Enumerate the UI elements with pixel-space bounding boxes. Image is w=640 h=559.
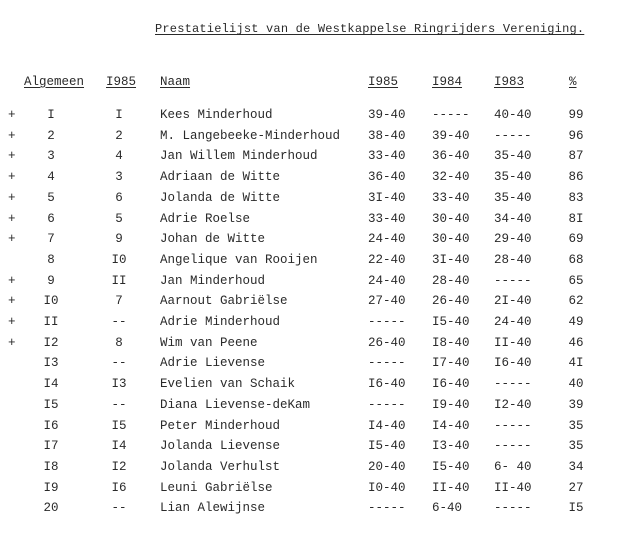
rank-1985: 8 bbox=[115, 335, 123, 350]
score-1983: I2-40 bbox=[494, 397, 532, 412]
overall-rank: 4 bbox=[47, 170, 55, 185]
rank-1985: 2 bbox=[115, 128, 123, 143]
rider-name: Adriaan de Witte bbox=[160, 170, 281, 185]
rank-1985: I6 bbox=[111, 480, 127, 495]
rank-1985: I3 bbox=[111, 377, 127, 392]
score-1985: 38-40 bbox=[368, 128, 406, 143]
header-1985-score: I985 bbox=[368, 75, 399, 89]
score-1983: 35-40 bbox=[494, 190, 532, 205]
rider-name: Jan Minderhoud bbox=[160, 273, 266, 288]
score-1985: 27-40 bbox=[368, 294, 406, 309]
rider-name: Angelique van Rooijen bbox=[160, 252, 318, 267]
table-row bbox=[0, 274, 640, 294]
percentage: 68 bbox=[568, 252, 584, 267]
score-1985: ----- bbox=[368, 315, 406, 329]
percentage: I5 bbox=[568, 501, 584, 516]
overall-rank: 5 bbox=[47, 190, 55, 205]
score-1984: I7-40 bbox=[432, 356, 470, 371]
plus-mark: + bbox=[8, 170, 16, 185]
score-1984: 28-40 bbox=[432, 273, 470, 288]
rank-1985: -- bbox=[111, 315, 127, 329]
score-1983: ----- bbox=[494, 439, 532, 454]
score-1984: I5-40 bbox=[432, 459, 470, 474]
rider-name: Jan Willem Minderhoud bbox=[160, 149, 318, 164]
table-row bbox=[0, 481, 640, 501]
header-1984-score: I984 bbox=[432, 75, 463, 89]
rank-1985: 9 bbox=[115, 232, 123, 247]
score-1983: II-40 bbox=[494, 335, 532, 350]
rank-1985: -- bbox=[111, 501, 127, 516]
table-row bbox=[0, 356, 640, 376]
score-1984: 33-40 bbox=[432, 190, 470, 205]
rider-name: Adrie Lievense bbox=[160, 356, 266, 371]
score-1983: 24-40 bbox=[494, 315, 532, 329]
overall-rank: II bbox=[43, 315, 59, 329]
plus-mark: + bbox=[8, 335, 16, 350]
percentage: 40 bbox=[568, 377, 584, 392]
score-1984: 36-40 bbox=[432, 149, 470, 164]
rank-1985: 7 bbox=[115, 294, 123, 309]
table-row bbox=[0, 419, 640, 439]
rank-1985: 3 bbox=[115, 170, 123, 185]
rider-name: Adrie Roelse bbox=[160, 211, 251, 226]
rider-name: Wim van Peene bbox=[160, 335, 258, 350]
overall-rank: I4 bbox=[43, 377, 59, 392]
rank-1985: I4 bbox=[111, 439, 127, 454]
percentage: 35 bbox=[568, 418, 584, 433]
overall-rank: I bbox=[47, 108, 55, 122]
score-1985: 20-40 bbox=[368, 459, 406, 474]
overall-rank: I5 bbox=[43, 397, 59, 412]
score-1984: II-40 bbox=[432, 480, 470, 495]
score-1983: ----- bbox=[494, 501, 532, 516]
percentage: 46 bbox=[568, 335, 584, 350]
score-1985: I5-40 bbox=[368, 439, 406, 454]
percentage: 86 bbox=[568, 170, 584, 185]
table-row bbox=[0, 315, 640, 335]
table-row bbox=[0, 439, 640, 459]
score-1985: ----- bbox=[368, 356, 406, 371]
overall-rank: 2 bbox=[47, 128, 55, 143]
score-1983: II-40 bbox=[494, 480, 532, 495]
score-1983: 35-40 bbox=[494, 149, 532, 164]
rider-name: Kees Minderhoud bbox=[160, 108, 273, 122]
percentage: 34 bbox=[568, 459, 584, 474]
rank-1985: 5 bbox=[115, 211, 123, 226]
table-row bbox=[0, 170, 640, 190]
score-1983: ----- bbox=[494, 128, 532, 143]
overall-rank: I0 bbox=[43, 294, 59, 309]
score-1984: I3-40 bbox=[432, 439, 470, 454]
score-1984: 6-40 bbox=[432, 501, 463, 516]
plus-mark: + bbox=[8, 190, 16, 205]
rank-1985: 6 bbox=[115, 190, 123, 205]
rank-1985: -- bbox=[111, 356, 127, 371]
table-row bbox=[0, 149, 640, 169]
score-1985: I6-40 bbox=[368, 377, 406, 392]
score-1983: ----- bbox=[494, 418, 532, 433]
percentage: 65 bbox=[568, 273, 584, 288]
rider-name: Aarnout Gabriëlse bbox=[160, 294, 288, 309]
score-1985: ----- bbox=[368, 397, 406, 412]
rider-name: Jolanda Lievense bbox=[160, 439, 281, 454]
table-row bbox=[0, 191, 640, 211]
header-1985-rank: I985 bbox=[106, 75, 137, 89]
rank-1985: I5 bbox=[111, 418, 127, 433]
table-row bbox=[0, 460, 640, 480]
plus-mark: + bbox=[8, 149, 16, 164]
percentage: 35 bbox=[568, 439, 584, 454]
score-1985: 39-40 bbox=[368, 108, 406, 122]
percentage: 8I bbox=[568, 211, 584, 226]
percentage: 62 bbox=[568, 294, 584, 309]
rank-1985: -- bbox=[111, 397, 127, 412]
score-1983: I6-40 bbox=[494, 356, 532, 371]
rider-name: Leuni Gabriëlse bbox=[160, 480, 273, 495]
table-row bbox=[0, 336, 640, 356]
score-1984: I8-40 bbox=[432, 335, 470, 350]
plus-mark: + bbox=[8, 294, 16, 309]
score-1985: 26-40 bbox=[368, 335, 406, 350]
score-1985: 36-40 bbox=[368, 170, 406, 185]
score-1984: 3I-40 bbox=[432, 252, 470, 267]
rider-name: Lian Alewijnse bbox=[160, 501, 266, 516]
plus-mark: + bbox=[8, 211, 16, 226]
score-1984: I6-40 bbox=[432, 377, 470, 392]
overall-rank: I2 bbox=[43, 335, 59, 350]
score-1983: ----- bbox=[494, 377, 532, 392]
overall-rank: I8 bbox=[43, 459, 59, 474]
rank-1985: II bbox=[111, 273, 127, 288]
overall-rank: I6 bbox=[43, 418, 59, 433]
table-row bbox=[0, 129, 640, 149]
percentage: 39 bbox=[568, 397, 584, 412]
rank-1985: I2 bbox=[111, 459, 127, 474]
score-1984: 30-40 bbox=[432, 232, 470, 247]
table-row bbox=[0, 253, 640, 273]
plus-mark: + bbox=[8, 315, 16, 329]
score-1985: 3I-40 bbox=[368, 190, 406, 205]
score-1983: 35-40 bbox=[494, 170, 532, 185]
rank-1985: I0 bbox=[111, 252, 127, 267]
score-1984: I5-40 bbox=[432, 315, 470, 329]
rank-1985: I bbox=[115, 108, 123, 122]
percentage: 27 bbox=[568, 480, 584, 495]
overall-rank: 6 bbox=[47, 211, 55, 226]
rider-name: Diana Lievense-deKam bbox=[160, 397, 311, 412]
score-1983: ----- bbox=[494, 273, 532, 288]
rider-name: Evelien van Schaik bbox=[160, 377, 296, 392]
percentage: 4I bbox=[568, 356, 584, 371]
score-1985: I4-40 bbox=[368, 418, 406, 433]
score-1984: 26-40 bbox=[432, 294, 470, 309]
percentage: 99 bbox=[568, 108, 584, 122]
rank-1985: 4 bbox=[115, 149, 123, 164]
score-1984: I4-40 bbox=[432, 418, 470, 433]
score-1984: 39-40 bbox=[432, 128, 470, 143]
rider-name: Adrie Minderhoud bbox=[160, 315, 281, 329]
table-row bbox=[0, 232, 640, 252]
score-1985: 24-40 bbox=[368, 232, 406, 247]
overall-rank: I7 bbox=[43, 439, 59, 454]
score-1985: 22-40 bbox=[368, 252, 406, 267]
score-1985: ----- bbox=[368, 501, 406, 516]
plus-mark: + bbox=[8, 273, 16, 288]
rider-name: M. Langebeeke-Minderhoud bbox=[160, 128, 341, 143]
plus-mark: + bbox=[8, 232, 16, 247]
score-1983: 28-40 bbox=[494, 252, 532, 267]
percentage: 83 bbox=[568, 190, 584, 205]
score-1983: 29-40 bbox=[494, 232, 532, 247]
page-title: Prestatielijst van de Westkappelse Ringrijders Vereniging. bbox=[155, 22, 585, 36]
header-algemeen: Algemeen bbox=[24, 75, 85, 89]
percentage: 96 bbox=[568, 128, 584, 143]
overall-rank: I3 bbox=[43, 356, 59, 371]
rider-name: Jolanda Verhulst bbox=[160, 459, 281, 474]
percentage: 49 bbox=[568, 315, 584, 329]
overall-rank: 3 bbox=[47, 149, 55, 164]
overall-rank: 8 bbox=[47, 252, 55, 267]
percentage: 87 bbox=[568, 149, 584, 164]
score-1983: 2I-40 bbox=[494, 294, 532, 309]
table-row bbox=[0, 377, 640, 397]
score-1984: 30-40 bbox=[432, 211, 470, 226]
overall-rank: I9 bbox=[43, 480, 59, 495]
plus-mark: + bbox=[8, 108, 16, 122]
header-naam: Naam bbox=[160, 75, 191, 89]
score-1985: 33-40 bbox=[368, 149, 406, 164]
overall-rank: 7 bbox=[47, 232, 55, 247]
rider-name: Jolanda de Witte bbox=[160, 190, 281, 205]
table-row bbox=[0, 108, 640, 128]
score-1985: I0-40 bbox=[368, 480, 406, 495]
table-row bbox=[0, 294, 640, 314]
header-1983-score: I983 bbox=[494, 75, 525, 89]
score-1983: 6- 40 bbox=[494, 459, 532, 474]
header-percentage: % bbox=[569, 75, 577, 89]
table-row bbox=[0, 501, 640, 521]
percentage: 69 bbox=[568, 232, 584, 247]
overall-rank: 20 bbox=[43, 501, 59, 516]
score-1985: 24-40 bbox=[368, 273, 406, 288]
score-1983: 40-40 bbox=[494, 108, 532, 122]
table-row bbox=[0, 212, 640, 232]
table-row bbox=[0, 398, 640, 418]
plus-mark: + bbox=[8, 128, 16, 143]
score-1984: 32-40 bbox=[432, 170, 470, 185]
overall-rank: 9 bbox=[47, 273, 55, 288]
rider-name: Peter Minderhoud bbox=[160, 418, 281, 433]
rider-name: Johan de Witte bbox=[160, 232, 266, 247]
score-1984: I9-40 bbox=[432, 397, 470, 412]
score-1983: 34-40 bbox=[494, 211, 532, 226]
score-1985: 33-40 bbox=[368, 211, 406, 226]
score-1984: ----- bbox=[432, 108, 470, 122]
